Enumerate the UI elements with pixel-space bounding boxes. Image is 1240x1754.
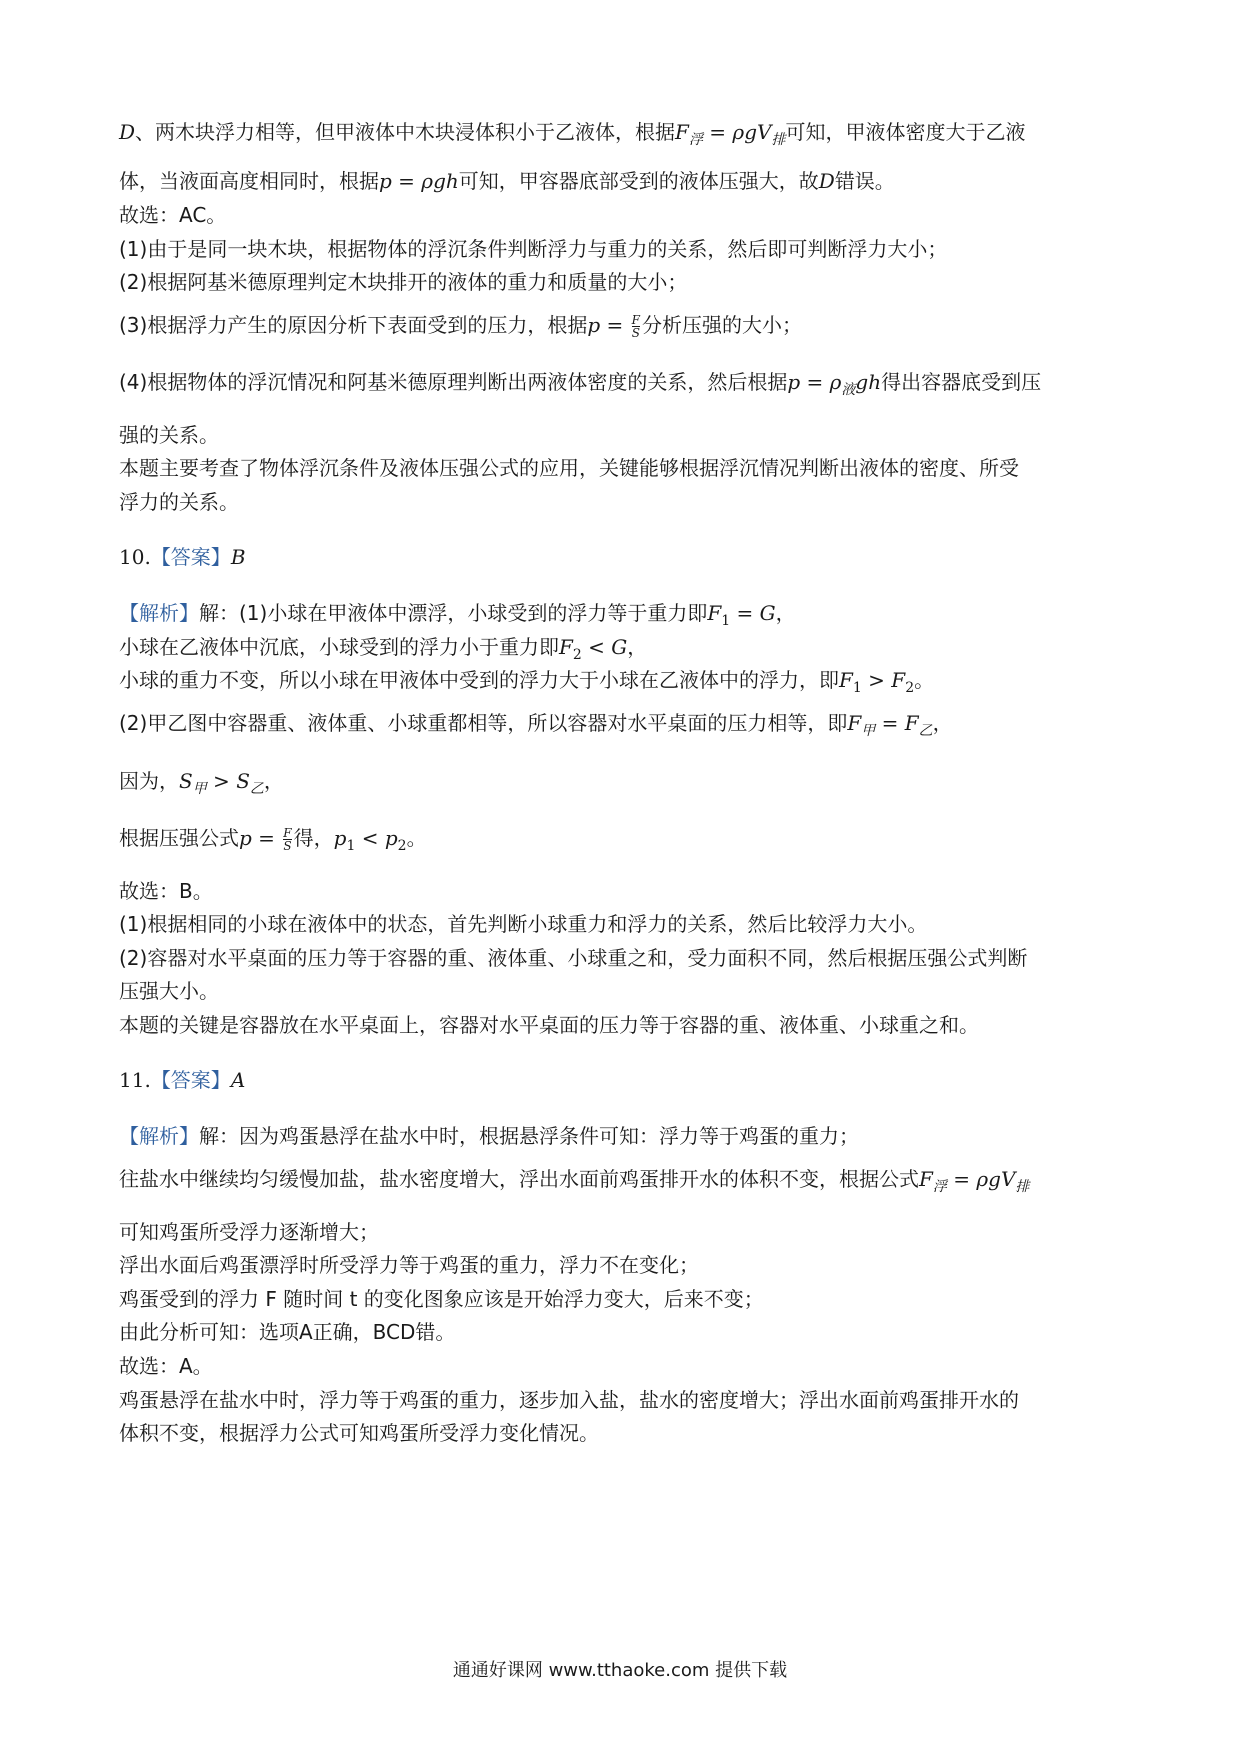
text-line: 鸡蛋悬浮在盐水中时，浮力等于鸡蛋的重力，逐步加入盐，盐水的密度增大；浮出水面前鸡蛋排开水的 — [119, 1388, 1019, 1412]
answer-heading-10: 10.【答案】B — [119, 545, 246, 569]
text-line: 根据压强公式p = $\frac{F}{S}$ 得，$p_1 < p_2$。 — [119, 826, 427, 854]
text-line: 【解析】解：(1)小球在甲液体中漂浮，小球受到的浮力等于重力即$F_1 = G$， — [119, 601, 796, 629]
formula-p-F-S: p = $\frac{F}{S}$ — [587, 313, 640, 340]
text: D — [119, 120, 136, 144]
text-line: 小球在乙液体中沉底，小球受到的浮力小于重力即$F_2 < G$， — [119, 635, 648, 663]
text-line: (1)根据相同的小球在液体中的状态，首先判断小球重力和浮力的关系，然后比较浮力大小。 — [119, 912, 928, 936]
text-line: 因为，$S_甲 > S_乙$， — [119, 769, 284, 797]
text-line: 浮出水面后鸡蛋漂浮时所受浮力等于鸡蛋的重力，浮力不在变化； — [119, 1253, 699, 1277]
formula-p-F-S: p = $\frac{F}{S}$ — [239, 826, 292, 853]
text: 、两木块浮力相等，但甲液体中木块浸体积小于乙液体，根据 — [135, 120, 676, 144]
formula-buoyancy: $F_浮 = \rho gV_排$ — [675, 120, 786, 148]
text-line: 压强大小。 — [119, 979, 219, 1003]
text: 可知，甲液体密度大于乙液 — [785, 120, 1026, 144]
text-line: (2)容器对水平桌面的压力等于容器的重、液体重、小球重之和，受力面积不同，然后根据压强公式判断 — [119, 946, 1028, 970]
text-line: 鸡蛋受到的浮力 F 随时间 t 的变化图象应该是开始浮力变大，后来不变； — [119, 1287, 764, 1311]
text-line: 往盐水中继续均匀缓慢加盐，盐水密度增大，浮出水面前鸡蛋排开水的体积不变，根据公式$F_浮 = \rho gV_排$ — [119, 1167, 1030, 1195]
text-line: 体，当液面高度相同时，根据p = ρgh可知，甲容器底部受到的液体压强大，故D错误。 — [119, 169, 895, 193]
formula: $F_甲 = F_乙$ — [847, 711, 933, 739]
answer-heading-11: 11.【答案】A — [119, 1068, 246, 1092]
formula: $F_1 = G$ — [707, 601, 776, 629]
text-line: (2)根据阿基米德原理判定木块排开的液体的重力和质量的大小； — [119, 270, 688, 294]
text-line: 可知鸡蛋所受浮力逐渐增大； — [119, 1220, 379, 1244]
page-footer: 通通好课网 www.tthaoke.com 提供下载 — [452, 1660, 788, 1681]
text-line: 故选：AC。 — [119, 203, 227, 227]
formula: $F_2 < G$ — [559, 635, 628, 663]
formula-buoyancy: $F_浮 = \rho gV_排$ — [919, 1167, 1030, 1195]
text-line: 故选：A。 — [119, 1354, 213, 1378]
text-line: 小球的重力不变，所以小球在甲液体中受到的浮力大于小球在乙液体中的浮力，即$F_1 > F_2$。 — [119, 668, 935, 696]
text-line: (3)根据浮力产生的原因分析下表面受到的压力，根据p = $\frac{F}{S}$ 分析压强的大小； — [119, 313, 802, 340]
formula: $p_1 < p_2$ — [333, 826, 407, 854]
text-line: 本题的关键是容器放在水平桌面上，容器对水平桌面的压力等于容器的重、液体重、小球重之和。 — [119, 1013, 979, 1037]
text-line: 本题主要考查了物体浮沉条件及液体压强公式的应用，关键能够根据浮沉情况判断出液体的密度、所受 — [119, 456, 1019, 480]
text-line: (4)根据物体的浮沉情况和阿基米德原理判断出两液体密度的关系，然后根据$p = \rho_液gh$得出容器底受到压 — [119, 370, 1042, 398]
formula-pressure-liquid: $p = \rho_液gh$ — [787, 370, 882, 398]
formula: $F_1 > F_2$ — [839, 668, 915, 696]
text-line: 强的关系。 — [119, 423, 219, 447]
formula: $S_甲 > S_乙$ — [179, 769, 264, 797]
text-line: 浮力的关系。 — [119, 490, 239, 514]
formula-pressure: p = ρgh — [379, 169, 459, 193]
text-line: 故选：B。 — [119, 879, 213, 903]
text-line: 【解析】解：因为鸡蛋悬浮在盐水中时，根据悬浮条件可知：浮力等于鸡蛋的重力； — [119, 1124, 859, 1148]
text-line: 体积不变，根据浮力公式可知鸡蛋所受浮力变化情况。 — [119, 1421, 599, 1445]
text-line: (2)甲乙图中容器重、液体重、小球重都相等，所以容器对水平桌面的压力相等，即$F_甲 = F_乙$， — [119, 711, 953, 739]
text-line: 由此分析可知：选项A正确，BCD错。 — [119, 1320, 456, 1344]
text-line — [119, 117, 1025, 147]
text-line: (1)由于是同一块木块，根据物体的浮沉条件判断浮力与重力的关系，然后即可判断浮力大小； — [119, 237, 948, 261]
